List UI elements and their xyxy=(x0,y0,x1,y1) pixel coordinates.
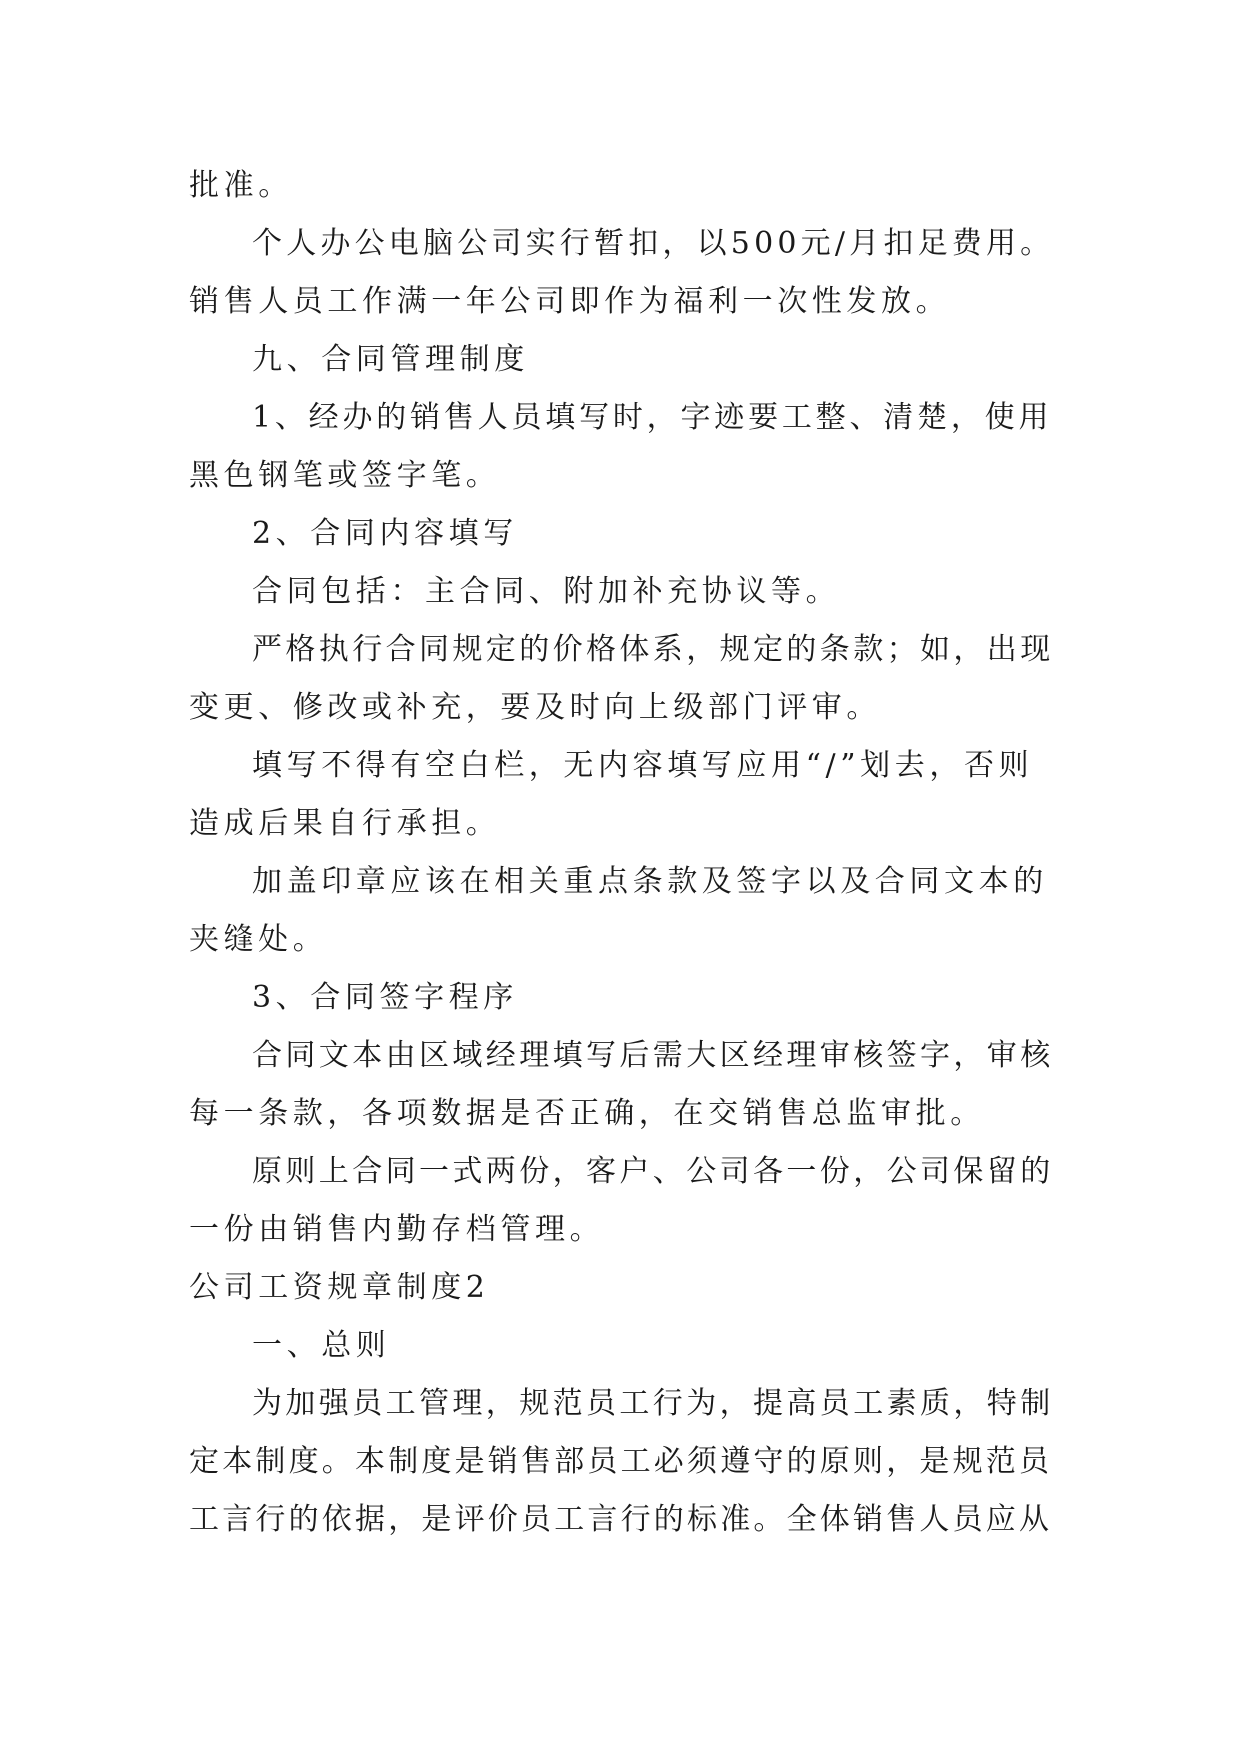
document-title: 公司工资规章制度2 xyxy=(189,1270,490,1305)
text-line: 工言行的依据，是评价员工言行的标准。全体销售人员应从 xyxy=(189,1502,1053,1537)
text-line: 一份由销售内勤存档管理。 xyxy=(189,1212,605,1247)
text-line: 造成后果自行承担。 xyxy=(189,806,501,841)
document-body xyxy=(189,157,1055,1549)
text-line: 加盖印章应该在相关重点条款及签字以及合同文本的 xyxy=(252,864,1048,899)
text-line: 黑色钢笔或签字笔。 xyxy=(189,458,501,493)
section-heading: 九、合同管理制度 xyxy=(252,342,529,377)
subsection-heading: 3、合同签字程序 xyxy=(252,980,518,1015)
text-line: 销售人员工作满一年公司即作为福利一次性发放。 xyxy=(189,284,951,319)
text-line: 合同包括：主合同、附加补充协议等。 xyxy=(252,574,841,609)
text-line: 每一条款，各项数据是否正确，在交销售总监审批。 xyxy=(189,1096,985,1131)
section-heading: 一、总则 xyxy=(252,1328,391,1363)
text-line: 严格执行合同规定的价格体系，规定的条款；如，出现 xyxy=(252,632,1054,667)
text-line: 原则上合同一式两份，客户、公司各一份，公司保留的 xyxy=(252,1154,1054,1189)
text-line: 批准。 xyxy=(189,168,293,203)
text-line: 夹缝处。 xyxy=(189,922,328,957)
text-line: 1、经办的销售人员填写时，字迹要工整、清楚，使用 xyxy=(252,400,1053,435)
text-line: 合同文本由区域经理填写后需大区经理审核签字，审核 xyxy=(252,1038,1054,1073)
text-line: 定本制度。本制度是销售部员工必须遵守的原则，是规范员 xyxy=(189,1444,1053,1479)
text-line: 个人办公电脑公司实行暂扣，以500元/月扣足费用。 xyxy=(252,226,1055,261)
subsection-heading: 2、合同内容填写 xyxy=(252,516,518,551)
text-line: 填写不得有空白栏，无内容填写应用“/”划去，否则 xyxy=(252,748,1034,783)
text-line: 为加强员工管理，规范员工行为，提高员工素质，特制 xyxy=(252,1386,1054,1421)
text-line: 变更、修改或补充，要及时向上级部门评审。 xyxy=(189,690,881,725)
